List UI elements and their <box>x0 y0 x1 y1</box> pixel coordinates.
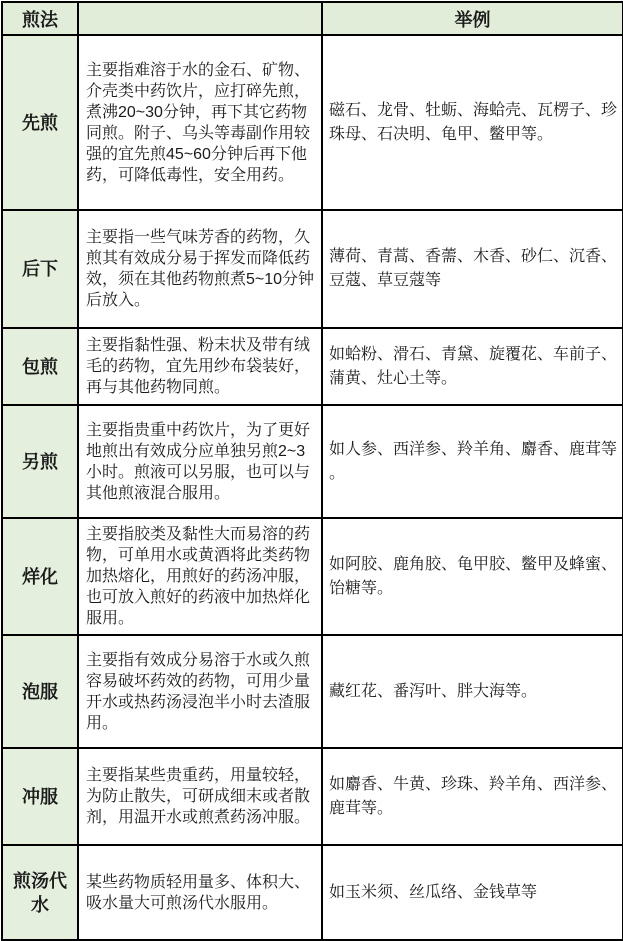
method-label: 先煎 <box>2 35 78 210</box>
table-header-row <box>2 2 623 35</box>
table-row <box>2 210 623 328</box>
header-method-column: 煎法 <box>2 2 78 35</box>
method-label: 包煎 <box>2 328 78 405</box>
method-description: 主要指黏性强、粉末状及带有绒毛的药物，宜先用纱布袋装好，再与其他药物同煎。 <box>78 328 322 405</box>
header-example-column: 举例 <box>322 2 623 35</box>
method-examples: 藏红花、番泻叶、胖大海等。 <box>322 635 623 748</box>
method-examples: 如蛤粉、滑石、青黛、旋覆花、车前子、蒲黄、灶心土等。 <box>322 328 623 405</box>
method-examples: 薄荷、青蒿、香薷、木香、砂仁、沉香、豆蔻、草豆蔻等 <box>322 210 623 328</box>
table-row <box>2 328 623 405</box>
method-examples: 如人参、西洋参、羚羊角、麝香、鹿茸等。 <box>322 405 623 518</box>
decoction-methods-page <box>0 1 623 941</box>
method-label: 泡服 <box>2 635 78 748</box>
method-label: 后下 <box>2 210 78 328</box>
method-description: 某些药物质轻用量多、体积大、吸水量大可煎汤代水服用。 <box>78 845 322 940</box>
method-description: 主要指胶类及黏性大而易溶的药物，可单用水或黄酒将此类药物加热熔化，用煎好的药汤冲服，也可放入煎好的药液中加热烊化服用。 <box>78 518 322 635</box>
method-description: 主要指难溶于水的金石、矿物、介壳类中药饮片，应打碎先煎，煮沸20~30分钟，再下其它药物同煎。附子、乌头等毒副作用较强的宜先煎45~60分钟后再下他药，可降低毒性，安全用药。 <box>78 35 322 210</box>
table-row <box>2 35 623 210</box>
table-row <box>2 635 623 748</box>
method-label: 烊化 <box>2 518 78 635</box>
table-row <box>2 845 623 940</box>
method-label: 煎汤代水 <box>2 845 78 940</box>
method-description: 主要指贵重中药饮片，为了更好地煎出有效成分应单独另煎2~3小时。煎液可以另服，也可以与其他煎液混合服用。 <box>78 405 322 518</box>
method-label: 另煎 <box>2 405 78 518</box>
method-examples: 如麝香、牛黄、珍珠、羚羊角、西洋参、鹿茸等。 <box>322 748 623 845</box>
method-description: 主要指一些气味芳香的药物，久煎其有效成分易于挥发而降低药效，须在其他药物煎煮5~10分钟后放入。 <box>78 210 322 328</box>
decoction-methods-table <box>1 1 623 941</box>
method-examples: 如阿胶、鹿角胶、龟甲胶、鳖甲及蜂蜜、饴糖等。 <box>322 518 623 635</box>
table-row <box>2 518 623 635</box>
table-row <box>2 748 623 845</box>
method-examples: 磁石、龙骨、牡蛎、海蛤壳、瓦楞子、珍珠母、石决明、龟甲、鳖甲等。 <box>322 35 623 210</box>
method-label: 冲服 <box>2 748 78 845</box>
header-description-column <box>78 2 322 35</box>
table-row <box>2 405 623 518</box>
method-examples: 如玉米须、丝瓜络、金钱草等 <box>322 845 623 940</box>
method-description: 主要指有效成分易溶于水或久煎容易破坏药效的药物，可用少量开水或热药汤浸泡半小时去渣服用。 <box>78 635 322 748</box>
method-description: 主要指某些贵重药，用量较轻，为防止散失，可研成细末或者散剂，用温开水或煎煮药汤冲服。 <box>78 748 322 845</box>
